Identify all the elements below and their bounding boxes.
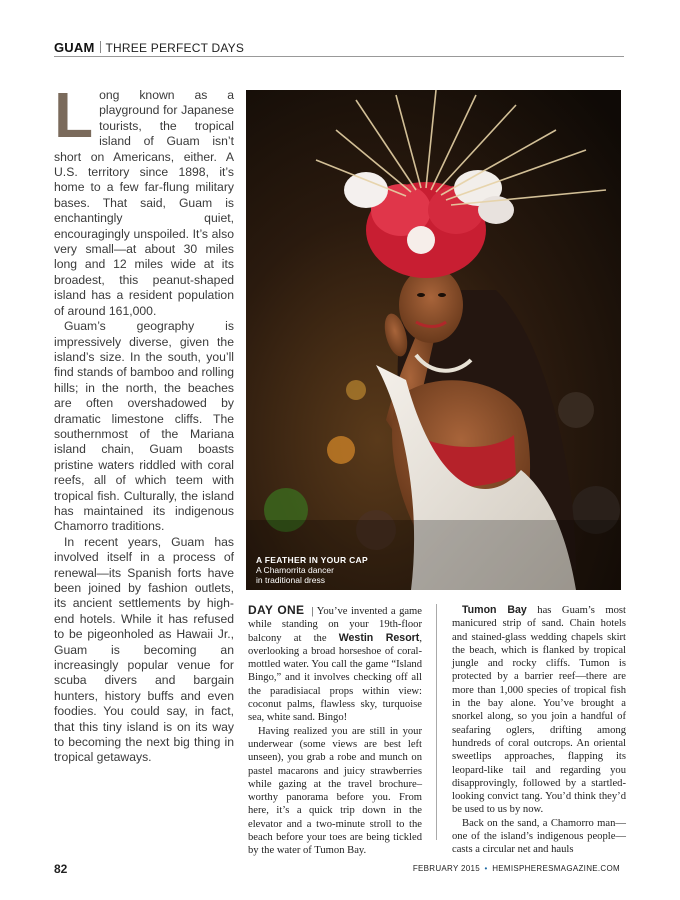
body-text: You’ve invented a game while standing on your 19th-floor balcony at the <box>248 606 423 644</box>
hotel-name: Westin Resort <box>338 631 420 644</box>
body-paragraph: Having realized you are still in your underwear (some views are best left unseen), you grab a robe and munch on pastel macarons and juicy strawberries while gazing at the travel brochure–worthy panorama before you. From here, it’s a quick trip down in the elevator and a two-minute stroll to the beach before your toes are being tickled by the water of Tumon Bay. <box>248 725 422 857</box>
footer-line <box>413 864 620 873</box>
caption-line: in traditional dress <box>256 575 325 585</box>
day-divider: | <box>307 606 317 617</box>
header-rule <box>54 56 624 57</box>
caption-line: A Chamorrita dancer <box>256 565 334 575</box>
intro-paragraph: In recent years, Guam has involved itself in a process of renewal—its Spanish forts have been joined by fashion outlets, its ancient settlements by high-end hotels. While it has refused to be pigeonholed as Hawaii Jr., Guam is becoming an increasingly popular venue for scuba divers and bargain hunters, history buffs and even foodies. You could say, in fact, that this tiny island is on its way to becoming the next big thing in tropical getaways. <box>54 534 234 765</box>
page-number: 82 <box>54 862 68 876</box>
dancer-illustration <box>246 90 621 590</box>
intro-paragraph: Guam’s geography is impressively diverse, given the island’s size. In the south, you’ll find stands of bamboo and rolling hills; in the north, the beaches are often overshadowed by dramatic limestone cliffs. The southernmost of the Mariana island chain, Guam boasts pristine waters riddled with coral reefs, all of which teem with tropical fish. Culturally, the island has maintained its indigenous Chamorro traditions. <box>54 319 234 534</box>
body-column-2 <box>452 604 626 857</box>
photo-caption <box>256 555 368 585</box>
body-paragraph: Back on the sand, a Chamorro man—one of the island’s indigenous people—casts a circular net and hauls <box>452 817 626 856</box>
day-label: DAY ONE <box>248 603 305 617</box>
section-label: GUAM <box>54 40 95 55</box>
issue-date: FEBRUARY 2015 <box>412 864 481 873</box>
intro-column <box>54 79 234 766</box>
footer-bullet: • <box>484 864 488 873</box>
body-text: has Guam’s most manicured strip of sand. Chain hotels and stained-glass wedding chapels skirt the beach, which is flanked by tropical jungle and rocky cliffs. Tumon is protected by a barrier reef—there are more than 1,000 species of tropical fish in the bay alone. You’ve brought a snorkel along, so you join a handful of seafaring oglers, drifting among hundreds of coral outcrops. An oriental sweetlips approaches, flapping its leopard-like tail and regarding you disapprovingly, followed by a startled-looking convict tang. You’d think they’d be used to us by now. <box>452 605 626 816</box>
intro-text: ong known as a playground for Japanese tourists, the tropical island of Guam isn’t short on Americans, either. A U.S. territory since 1898, it’s home to a few far-flung military bases. That said, Guam is enchantingly quiet, encouragingly unspoiled. It’s also very small—at about 30 miles long and 12 miles wide at its broadest, this peanut-shaped island has a resident population of around 161,000. <box>54 88 234 318</box>
body-text: , overlooking a broad horseshoe of coral-mottled water. You call the game “Island Bingo,” and it involves checking off all the paradisiacal props within view: coconut palms, flawless sky, turquoise sea, white sand. Bingo! <box>248 632 422 724</box>
intro-paragraph <box>54 79 234 319</box>
body-column-1 <box>248 604 422 858</box>
drop-cap: L <box>54 79 94 151</box>
caption-title: A FEATHER IN YOUR CAP <box>256 555 368 565</box>
subsection-label: THREE PERFECT DAYS <box>105 41 245 55</box>
body-paragraph <box>452 604 626 817</box>
place-name: Tumon Bay <box>462 604 527 616</box>
dancer-photo <box>246 90 621 590</box>
header-divider <box>100 41 101 53</box>
body-paragraph <box>248 604 422 725</box>
column-divider <box>436 604 437 840</box>
magazine-site: HEMISPHERESMAGAZINE.COM <box>492 864 620 873</box>
